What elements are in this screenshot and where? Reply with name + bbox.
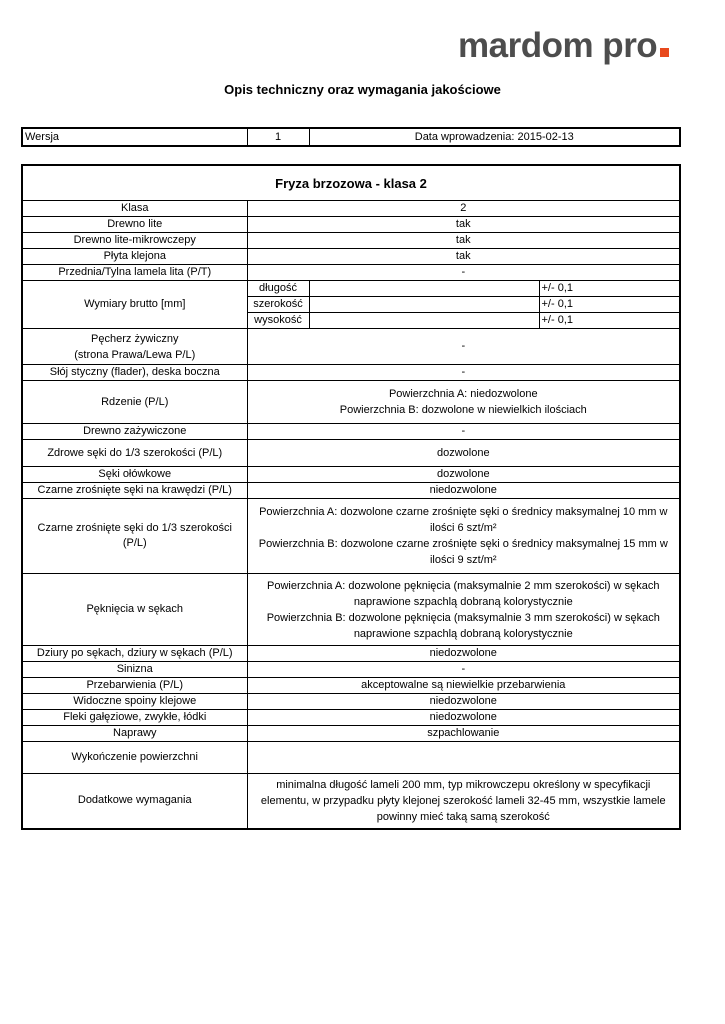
row-label: Czarne zrośnięte sęki na krawędzi (P/L) [22,483,247,499]
row-label: Sęki ołówkowe [22,467,247,483]
row-value: tak [247,249,680,265]
row-label: Czarne zrośnięte sęki do 1/3 szerokości (P/L) [22,499,247,574]
row-label: Pęknięcia w sękach [22,574,247,646]
value-line: ilości 9 szt/m² [429,554,497,566]
version-label: Wersja [22,128,247,146]
row-value: akceptowalne są niewielkie przebarwienia [247,678,680,694]
dimension-name: szerokość [247,297,309,313]
row-value: dozwolone [247,440,680,467]
row-label: Klasa [22,201,247,217]
dimension-value [309,313,539,329]
row-label: Wymiary brutto [mm] [22,281,247,329]
product-title: Fryza brzozowa - klasa 2 [22,165,680,201]
table-row [22,678,680,694]
brand-logo-text: mardom pro [458,26,658,65]
row-value [247,574,680,646]
row-value [247,499,680,574]
row-label-line: (strona Prawa/Lewa P/L) [74,348,196,361]
table-row [22,726,680,742]
spec-title-row [22,165,680,201]
table-row [22,329,680,365]
row-label: Wykończenie powierzchni [22,742,247,774]
table-row [22,574,680,646]
row-label: Widoczne spoiny klejowe [22,694,247,710]
row-label: Rdzenie (P/L) [22,381,247,424]
value-line: elementu, w przypadku płyty klejonej szerokość lameli 32-45 mm, wszystkie lamele [260,794,666,807]
table-row [22,201,680,217]
row-value: niedozwolone [247,646,680,662]
row-value: tak [247,233,680,249]
row-value [247,774,680,829]
quality-spec-table [21,164,681,830]
table-row [22,365,680,381]
table-row [22,694,680,710]
row-label: Fleki gałęziowe, zwykłe, łódki [22,710,247,726]
table-row [22,381,680,424]
row-label: Drewno lite-mikrowczepy [22,233,247,249]
row-label: Przednia/Tylna lamela lita (P/T) [22,265,247,281]
row-value: tak [247,217,680,233]
table-row [22,710,680,726]
row-label: Drewno zażywiczone [22,424,247,440]
value-line: Powierzchnia B: dozwolone czarne zrośnięte sęki o średnicy maksymalnej 15 mm w [258,538,668,550]
row-label: Dodatkowe wymagania [22,774,247,829]
row-value: - [247,662,680,678]
table-row [22,233,680,249]
row-label: Drewno lite [22,217,247,233]
table-row [22,774,680,829]
value-line: naprawione szpachlą dobraną kolorystycznie [353,627,573,640]
row-label: Dziury po sękach, dziury w sękach (P/L) [22,646,247,662]
row-value [247,742,680,774]
row-value: niedozwolone [247,710,680,726]
table-row [22,499,680,574]
row-label: Słój styczny (flader), deska boczna [22,365,247,381]
dimension-tolerance: +/- 0,1 [539,297,680,313]
table-row [22,483,680,499]
table-row [22,217,680,233]
table-row [22,440,680,467]
dimension-name: długość [247,281,309,297]
version-table [21,127,681,147]
table-row [22,646,680,662]
table-row [22,265,680,281]
value-line: Powierzchnia A: dozwolone pęknięcia (maksymalnie 2 mm szerokości) w sękach [267,579,660,592]
row-value: - [247,424,680,440]
row-label: Sinizna [22,662,247,678]
row-label [22,329,247,365]
row-label: Naprawy [22,726,247,742]
row-label: Przebarwienia (P/L) [22,678,247,694]
value-line: naprawione szpachlą dobraną kolorystycznie [353,595,573,608]
row-value: dozwolone [247,467,680,483]
value-line: Powierzchnia B: dozwolone pęknięcia (maksymalnie 3 mm szerokości) w sękach [266,611,660,624]
dimension-value [309,281,539,297]
value-line: powinny mieć taką samą szerokość [376,810,550,823]
row-value: 2 [247,201,680,217]
table-row [22,662,680,678]
introduction-date: Data wprowadzenia: 2015-02-13 [309,128,680,146]
table-row [22,467,680,483]
document-title: Opis techniczny oraz wymagania jakościowe [224,82,501,97]
value-line: Powierzchnia A: dozwolone czarne zrośnięte sęki o średnicy maksymalnej 10 mm w [259,506,668,518]
dimension-tolerance: +/- 0,1 [539,281,680,297]
row-value: niedozwolone [247,694,680,710]
value-line: minimalna długość lameli 200 mm, typ mikrowczepu określony w specyfikacji [276,778,651,791]
row-label-line: Pęcherz żywiczny [91,332,179,345]
brand-logo-dot [660,48,669,57]
row-label: Płyta klejona [22,249,247,265]
table-row [22,281,680,297]
table-row [22,249,680,265]
row-value: - [247,265,680,281]
row-value: - [247,365,680,381]
row-value: szpachlowanie [247,726,680,742]
dimension-name: wysokość [247,313,309,329]
row-value [247,381,680,424]
brand-logo [458,26,669,66]
value-line: Powierzchnia A: niedozwolone [388,388,538,400]
row-value: - [247,329,680,365]
dimension-tolerance: +/- 0,1 [539,313,680,329]
value-line: ilości 6 szt/m² [429,522,497,534]
version-row [22,128,680,146]
row-value: niedozwolone [247,483,680,499]
table-row [22,742,680,774]
row-label: Zdrowe sęki do 1/3 szerokości (P/L) [22,440,247,467]
table-row [22,424,680,440]
version-value: 1 [247,128,309,146]
value-line: Powierzchnia B: dozwolone w niewielkich ilościach [339,404,587,416]
dimension-value [309,297,539,313]
